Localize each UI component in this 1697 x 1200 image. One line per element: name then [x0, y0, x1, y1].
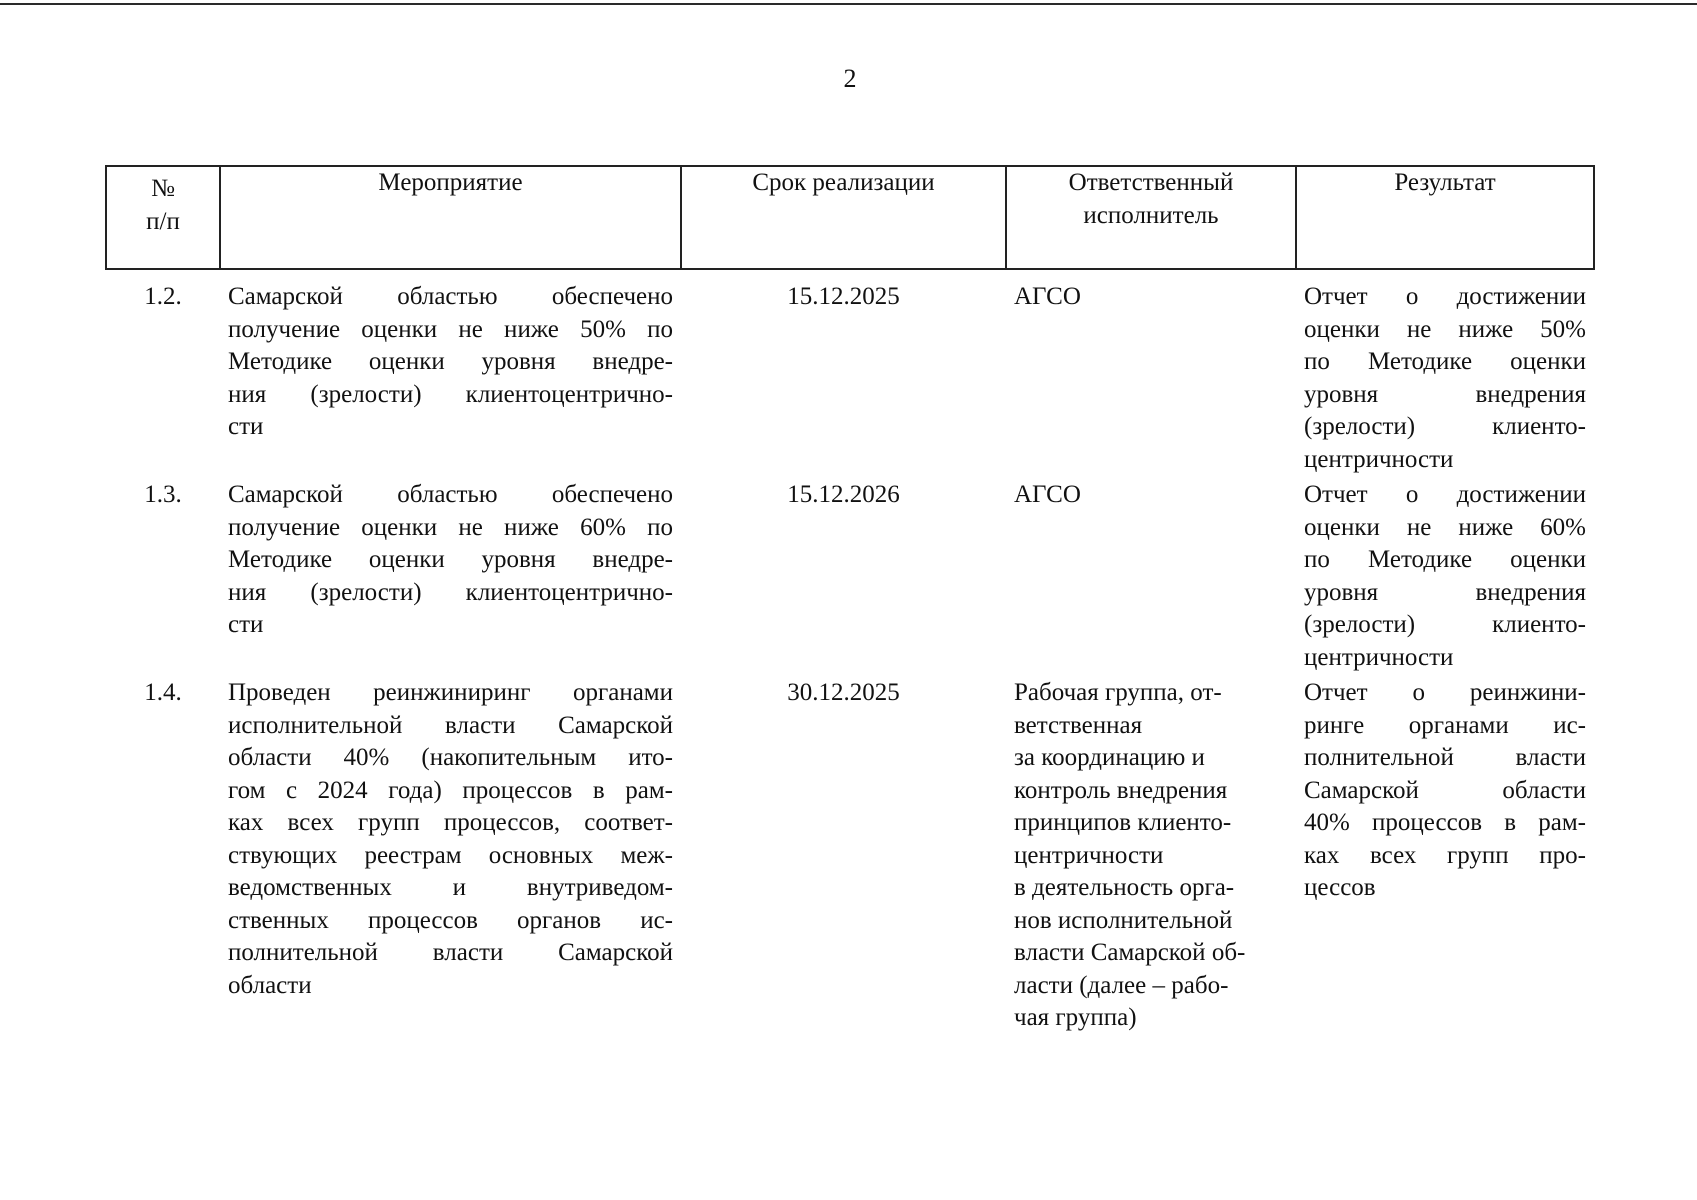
row-result-line: ринге органами ис- [1304, 711, 1586, 739]
row-result-line: Отчет о достижении [1304, 481, 1586, 508]
row-event-line: сти [228, 611, 264, 638]
row-result-line: оценки не ниже 60% [1304, 513, 1586, 541]
header-num-line: № [151, 175, 175, 202]
row-event-line: ственных процессов органов ис- [228, 906, 673, 934]
table-row [106, 269, 1594, 479]
row-result-line: по Методике оценки [1304, 348, 1586, 375]
row-result-line: (зрелости) клиенто- [1304, 413, 1586, 440]
row-event-line: ствующих реестрам основных меж- [228, 841, 673, 869]
row-result-line: Отчет о реинжини- [1304, 679, 1586, 706]
row-responsible-line: нов исполнительной [1014, 906, 1233, 934]
row-result-line: 40% процессов в рам- [1304, 809, 1586, 836]
header-result-label: Результат [1394, 169, 1496, 196]
row-result [1296, 677, 1594, 1038]
header-num [106, 166, 220, 269]
row-event-line: ния (зрелости) клиентоцентрично- [228, 578, 673, 606]
header-result [1296, 166, 1594, 269]
header-event [220, 166, 681, 269]
row-event-line: ках всех групп процессов, соответ- [228, 809, 673, 836]
table-header [106, 166, 1594, 269]
row-event-line: области [228, 971, 312, 999]
row-responsible-line: за координацию и [1014, 744, 1205, 771]
row-event-line: исполнительной власти Самарской [228, 711, 673, 739]
row-event-line: сти [228, 413, 264, 440]
header-date-label: Срок реализации [752, 169, 935, 196]
row-number: 1.4. [144, 679, 182, 706]
row-event [220, 269, 681, 479]
row-event-line: Методике оценки уровня внедре- [228, 348, 673, 375]
row-result-line: уровня внедрения [1304, 380, 1586, 408]
row-responsible [1006, 677, 1296, 1038]
table-row [106, 677, 1594, 1038]
row-responsible-line: ласти (далее – рабо- [1014, 971, 1229, 999]
header-num-line: п/п [146, 207, 180, 235]
row-event-line: Проведен реинжиниринг органами [228, 679, 673, 706]
row-result [1296, 479, 1594, 677]
table-header-row [106, 166, 1594, 269]
row-event-line: гом с 2024 года) процессов в рам- [228, 776, 673, 804]
row-responsible-line: принципов клиенто- [1014, 809, 1232, 836]
row-responsible [1006, 269, 1296, 479]
row-event-line: ния (зрелости) клиентоцентрично- [228, 380, 673, 408]
row-result-line: ках всех групп про- [1304, 841, 1586, 869]
row-event-line: получение оценки не ниже 60% по [228, 513, 673, 541]
action-plan-table [105, 165, 1595, 1038]
table-row [106, 479, 1594, 677]
row-result [1296, 269, 1594, 479]
row-event-line: области 40% (накопительным ито- [228, 744, 673, 771]
row-result-line: Самарской области [1304, 776, 1586, 804]
header-date [681, 166, 1006, 269]
row-result-line: полнительной власти [1304, 744, 1586, 771]
row-deadline: 30.12.2025 [787, 679, 900, 706]
row-number: 1.3. [144, 481, 182, 508]
row-event-line: полнительной власти Самарской [228, 939, 673, 966]
row-responsible-line: власти Самарской об- [1014, 939, 1246, 966]
row-result-line: по Методике оценки [1304, 546, 1586, 573]
row-responsible-line: АГСО [1014, 481, 1081, 508]
row-deadline: 15.12.2026 [787, 481, 900, 508]
header-responsible-line: Ответственный [1068, 169, 1234, 196]
row-responsible-line: центричности [1014, 841, 1164, 869]
row-responsible-line: ветственная [1014, 711, 1143, 739]
row-event-line: Самарской областью обеспечено [228, 283, 673, 310]
row-responsible-line: чая группа) [1014, 1004, 1137, 1031]
row-result-line: уровня внедрения [1304, 578, 1586, 606]
row-event-line: получение оценки не ниже 50% по [228, 315, 673, 343]
top-rule [0, 3, 1697, 5]
row-result-line: (зрелости) клиенто- [1304, 611, 1586, 638]
row-deadline: 15.12.2025 [787, 283, 900, 310]
table-body [106, 269, 1594, 1038]
header-responsible-line: исполнитель [1083, 201, 1219, 229]
row-responsible-line: Рабочая группа, от- [1014, 679, 1222, 706]
row-responsible [1006, 479, 1296, 677]
row-event-line: Методике оценки уровня внедре- [228, 546, 673, 573]
header-event-label: Мероприятие [378, 169, 523, 196]
row-result-line: оценки не ниже 50% [1304, 315, 1586, 343]
row-number: 1.2. [144, 283, 182, 310]
row-responsible-line: АГСО [1014, 283, 1081, 310]
page-number: 2 [843, 64, 857, 93]
row-result-line: центричности [1304, 445, 1454, 473]
row-event [220, 677, 681, 1038]
header-responsible [1006, 166, 1296, 269]
row-event-line: Самарской областью обеспечено [228, 481, 673, 508]
row-event-line: ведомственных и внутриведом- [228, 874, 673, 901]
row-result-line: центричности [1304, 643, 1454, 671]
row-responsible-line: в деятельность орга- [1014, 874, 1235, 901]
row-responsible-line: контроль внедрения [1014, 776, 1228, 804]
row-result-line: Отчет о достижении [1304, 283, 1586, 310]
row-result-line: цессов [1304, 874, 1376, 901]
row-event [220, 479, 681, 677]
